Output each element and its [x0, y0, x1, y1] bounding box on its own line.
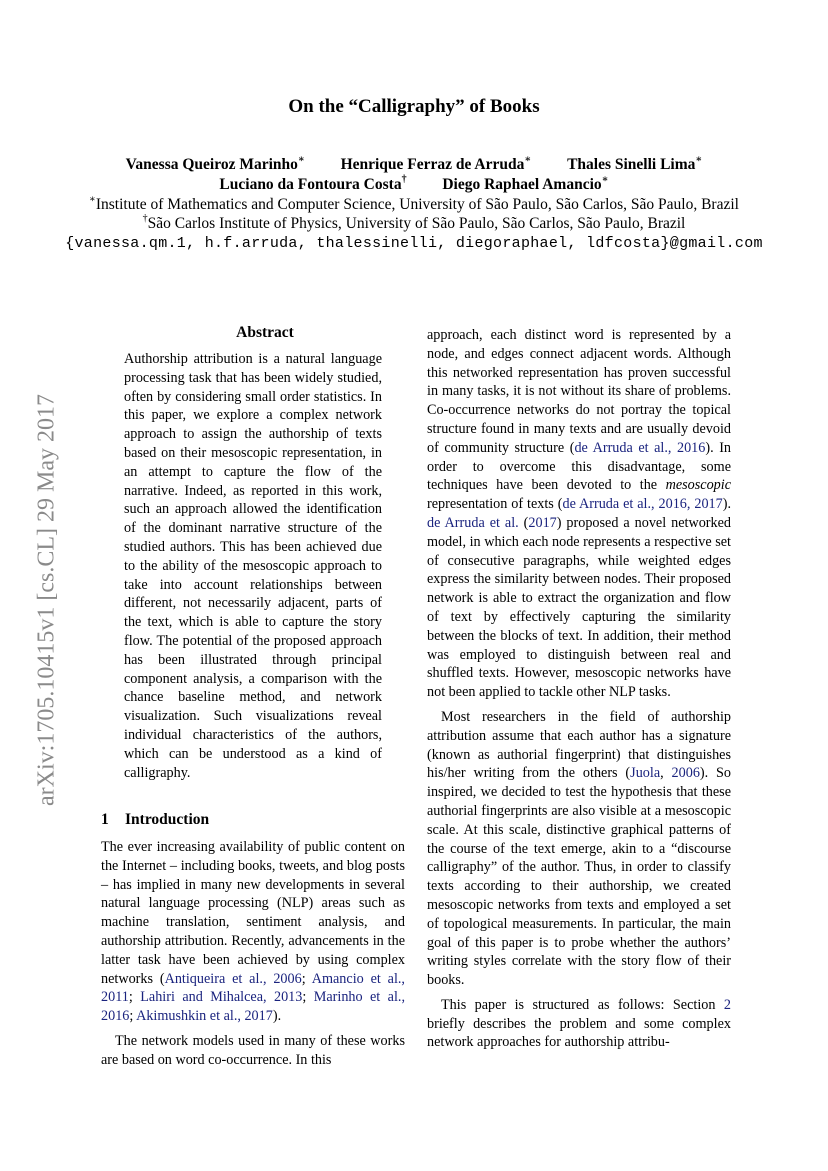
citation-link[interactable]: 2017: [528, 514, 557, 531]
left-column-text: [101, 838, 405, 1070]
affiliation-2: †São Carlos Institute of Physics, University of São Paulo, São Carlos, São Paulo, Brazil: [142, 213, 686, 232]
citation-link[interactable]: de Arruda et al.: [427, 514, 519, 531]
author-line-1: [0, 156, 828, 174]
intro-paragraph-2-cont: approach, each distinct word is represented by a node, and edges connect adjacent words. Although this networked representation has proven successful in many tasks, it is not without its share of problems. Co-occurrence networks do not portray the topical structure found in many texts and are usually devoid of community structure (de Arruda et al., 2016). In order to overcome this disadvantage, some techniques have been devoted to the mesoscopic representation of texts (de Arruda et al., 2016, 2017). de Arruda et al. (2017) proposed a novel networked model, in which each node represents a respective set of consecutive paragraphs, while weighted edges express the similarity between nodes. Their proposed network is able to extract the organization and flow of text by effectively capturing the similarity between the blocks of text. In addition, their method was employed to distinguish between real and shuffled texts. However, mesoscopic networks have not been applied to tackle other NLP tasks.: [427, 327, 732, 701]
citation-link[interactable]: de Arruda et al., 2016, 2017: [562, 496, 723, 513]
paper-title: On the “Calligraphy” of Books: [288, 96, 540, 117]
intro-paragraph-3: Most researchers in the field of authorship attribution assume that each author has a signature (known as authorial fingerprint) that distinguishes his/her writing from the others (Juola, 2006). So inspired, we decided to test the hypothesis that these authorial fingerprints are also visible at a mesoscopic scale. At this scale, distinctive graphical patterns of the course of the text emerge, akin to a “discourse calligraphy” of the author. Thus, in order to classify texts according to their authorship, we created mesoscopic networks from texts and employed a set of topological measurements. In particular, the main goal of this paper is to probe whether the authors’ writing styles correlate with the story flow of their books.: [427, 708, 732, 989]
citation-link[interactable]: Akimushkin et al., 2017: [136, 1008, 273, 1025]
citation-link[interactable]: 2006: [671, 765, 700, 782]
citation-link[interactable]: Amancio et al., 2011: [101, 970, 405, 1006]
intro-paragraph-4: This paper is structured as follows: Section 2 briefly describes the problem and some complex network approaches for authorship attribu-: [427, 996, 731, 1051]
author-line-2: [0, 176, 828, 194]
citation-link[interactable]: Lahiri and Mihalcea, 2013: [140, 989, 303, 1006]
author-5: Diego Raphael Amancio∗: [442, 174, 609, 193]
abstract-heading: Abstract: [236, 324, 294, 341]
author-1: Vanessa Queiroz Marinho∗: [125, 154, 305, 173]
author-4: Luciano da Fontoura Costa†: [219, 174, 407, 193]
section-heading-introduction: 1 Introduction: [101, 811, 210, 828]
intro-paragraph-2-start: The network models used in many of these works are based on word co-occurrence. In this: [101, 1032, 405, 1068]
affiliation-1: ∗Institute of Mathematics and Computer Science, University of São Paulo, São Carlos, São Paulo, Brazil: [89, 194, 739, 213]
author-3: Thales Sinelli Lima∗: [567, 154, 703, 173]
citation-link[interactable]: de Arruda et al., 2016: [574, 439, 706, 456]
intro-paragraph-1: The ever increasing availability of public content on the Internet – including books, tweets, and blog posts – has implied in many new developments in several natural language processing (NLP) areas such as machine translation, sentiment analysis, and authorship attribution. Recently, advancements in the latter task have been achieved by using complex networks (Antiqueira et al., 2006; Amancio et al., 2011; Lahiri and Mihalcea, 2013; Marinho et al., 2016; Akimushkin et al., 2017).: [101, 839, 406, 1025]
arxiv-stamp: arXiv:1705.10415v1 [cs.CL] 29 May 2017: [33, 394, 60, 806]
author-emails: {vanessa.qm.1, h.f.arruda, thalessinelli, diegoraphael, ldfcosta}@gmail.com: [65, 235, 763, 252]
citation-link[interactable]: Juola: [630, 765, 661, 782]
section-link[interactable]: 2: [723, 996, 731, 1013]
abstract-body: Authorship attribution is a natural language processing task that has been widely studied, often by considering small order statistics. In this paper, we explore a complex network approach to assign the authorship of texts based on their mesoscopic representation, in an attempt to capture the flow of the narrative. Indeed, as reported in this work, such an approach allowed the identification of the dominant narrative structure of the studied authors. This has been achieved due to the ability of the mesoscopic approach to take into account relationships between different, not necessarily adjacent, parts of the text, which is able to capture the story flow. The potential of the proposed approach has been illustrated through principal component analysis, a comparison with the chance baseline method, and network visualization. Such visualizations reveal individual characteristics of the authors, which can be understood as a kind of calligraphy.: [124, 351, 382, 781]
right-column-text: [427, 326, 731, 1052]
author-2: Henrique Ferraz de Arruda∗: [340, 154, 532, 173]
citation-link[interactable]: Antiqueira et al., 2006: [164, 970, 302, 987]
citation-link[interactable]: Marinho et al., 2016: [101, 989, 406, 1025]
